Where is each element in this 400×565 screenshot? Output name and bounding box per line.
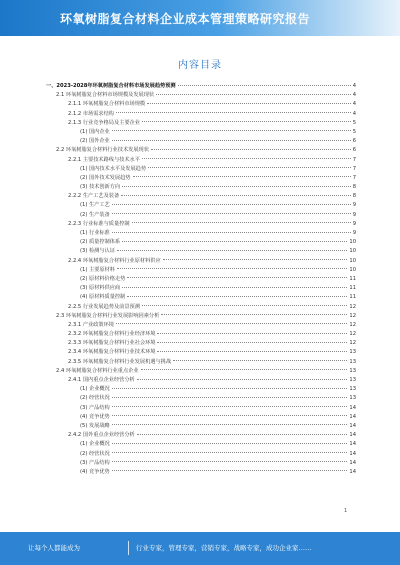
toc-entry-page: 10 xyxy=(349,248,356,255)
toc-entry-title: (2) 生产装备 xyxy=(80,211,110,218)
page-number: 1 xyxy=(344,508,348,514)
toc-entry[interactable] xyxy=(46,330,356,339)
toc-entry-page: 13 xyxy=(349,395,356,402)
toc-entry-page: 9 xyxy=(352,220,356,227)
toc-entry-page: 12 xyxy=(349,303,356,310)
toc-entry-page: 10 xyxy=(349,257,356,264)
toc-leader-dots xyxy=(157,342,347,343)
toc-entry[interactable] xyxy=(46,146,356,155)
toc-entry-page: 5 xyxy=(352,119,356,126)
toc-entry[interactable] xyxy=(46,110,356,119)
toc-entry[interactable] xyxy=(46,137,356,146)
toc-entry-title: 2.3.2 环氧树脂复合材料行业经济环境 xyxy=(68,331,156,338)
toc-leader-dots xyxy=(132,222,351,223)
toc-entry[interactable] xyxy=(46,339,356,348)
toc-leader-dots xyxy=(122,241,347,242)
toc-entry-page: 5 xyxy=(352,128,356,135)
toc-leader-dots xyxy=(127,296,347,297)
toc-leader-dots xyxy=(142,158,351,159)
toc-entry-page: 6 xyxy=(352,147,356,154)
toc-entry-page: 14 xyxy=(349,450,356,457)
toc-entry-title: (2) 经营状况 xyxy=(80,395,110,402)
toc-leader-dots xyxy=(121,195,351,196)
toc-entry[interactable] xyxy=(46,293,356,302)
toc-entry[interactable] xyxy=(46,422,356,431)
toc-leader-dots xyxy=(116,323,347,324)
toc-entry-page: 14 xyxy=(349,413,356,420)
report-title: 环氧树脂复合材料企业成本管理策略研究报告 xyxy=(60,12,311,26)
header-banner xyxy=(0,0,400,36)
toc-heading: 内容目录 xyxy=(178,60,222,71)
toc-leader-dots xyxy=(112,406,348,407)
toc-entry-title: (1) 国内技术水平及发展趋势 xyxy=(80,165,147,172)
toc-entry-page: 7 xyxy=(352,156,356,163)
toc-entry[interactable] xyxy=(46,376,356,385)
toc-leader-dots xyxy=(141,369,348,370)
toc-leader-dots xyxy=(163,259,348,260)
toc-entry-title: 2.2.3 行业标准与质量控制 xyxy=(68,220,130,227)
toc-leader-dots xyxy=(122,287,347,288)
toc-entry[interactable] xyxy=(46,450,356,459)
toc-entry[interactable] xyxy=(46,312,356,321)
toc-entry-title: (1) 行业标准 xyxy=(80,230,110,236)
toc-leader-dots xyxy=(117,268,347,269)
toc-entry-page: 4 xyxy=(352,110,356,117)
toc-entry[interactable] xyxy=(46,220,356,229)
toc-leader-dots xyxy=(157,351,347,352)
toc-leader-dots xyxy=(142,121,351,122)
toc-leader-dots xyxy=(112,461,348,462)
toc-leader-dots xyxy=(142,305,347,306)
toc-leader-dots xyxy=(173,360,347,361)
footer-divider xyxy=(128,541,129,555)
toc-entry-page: 12 xyxy=(349,340,356,347)
toc-entry-title: (4) 原材料质量控制 xyxy=(80,294,126,301)
toc-entry[interactable] xyxy=(46,183,356,192)
toc-entry-page: 9 xyxy=(352,211,356,218)
toc-entry[interactable] xyxy=(46,440,356,449)
toc-entry-page: 6 xyxy=(352,138,356,145)
toc-entry-title: (3) 技术创新方向 xyxy=(80,184,121,191)
toc-entry[interactable] xyxy=(46,367,356,376)
toc-entry[interactable] xyxy=(46,100,356,109)
toc-entry[interactable] xyxy=(46,431,356,440)
toc-entry[interactable] xyxy=(46,174,356,183)
toc-entry-title: (3) 原材料供应商 xyxy=(80,285,121,292)
toc-leader-dots xyxy=(137,379,348,380)
toc-entry-title: (2) 经营状况 xyxy=(80,450,110,457)
toc-entry[interactable] xyxy=(46,128,356,137)
toc-entry-title: (4) 竞争优势 xyxy=(80,413,110,420)
toc-leader-dots xyxy=(112,452,348,453)
toc-entry-title: (3) 检测与认证 xyxy=(80,248,115,255)
toc-entry-page: 10 xyxy=(349,266,356,273)
toc-leader-dots xyxy=(112,470,348,471)
toc-entry[interactable] xyxy=(46,91,356,100)
toc-entry-title: 2.2 环氧树脂复合材料行业技术发展现状 xyxy=(56,147,149,154)
toc-entry[interactable] xyxy=(46,348,356,357)
toc-entry[interactable] xyxy=(46,201,356,210)
toc-entry-page: 4 xyxy=(352,83,356,89)
toc-entry-page: 12 xyxy=(349,312,356,319)
toc-entry-title: (2) 质量控制体系 xyxy=(80,239,121,246)
toc-entry-title: (5) 发展战略 xyxy=(80,422,110,429)
toc-entry-page: 14 xyxy=(349,422,356,429)
toc-entry-page: 8 xyxy=(352,184,356,191)
toc-entry-title: (1) 国内企业 xyxy=(80,128,110,135)
toc-leader-dots xyxy=(137,434,348,435)
toc-entry-page: 4 xyxy=(352,92,356,99)
toc-entry-page: 7 xyxy=(352,165,356,172)
toc-leader-dots xyxy=(127,277,347,278)
toc-entry[interactable] xyxy=(46,266,356,275)
toc-entry[interactable] xyxy=(46,404,356,413)
toc-entry-page: 11 xyxy=(349,294,356,301)
toc-entry[interactable] xyxy=(46,156,356,165)
toc-entry-page: 9 xyxy=(352,202,356,209)
toc-entry[interactable] xyxy=(46,257,356,266)
toc-entry-page: 14 xyxy=(349,404,356,411)
toc-entry[interactable] xyxy=(46,413,356,422)
footer-tagline: 行业专家，管理专家，营销专家，战略专家，成功企业家…… xyxy=(136,544,312,552)
toc-entry-page: 12 xyxy=(349,331,356,338)
toc-entry-title: 2.3.5 环氧树脂复合材料行业发展机遇与挑战 xyxy=(68,358,172,365)
toc-entry-title: (3) 产品结构 xyxy=(80,459,110,466)
toc-entry-page: 10 xyxy=(349,239,356,246)
toc-entry-title: 2.3.3 环氧树脂复合材料行业社会环境 xyxy=(68,340,156,347)
toc-leader-dots xyxy=(112,397,348,398)
toc-entry-page: 14 xyxy=(349,468,356,475)
toc-leader-dots xyxy=(151,149,351,150)
toc-entry-page: 13 xyxy=(349,358,356,365)
toc-entry[interactable] xyxy=(46,284,356,293)
toc-entry-title: (2) 国外企业 xyxy=(80,138,110,145)
toc-leader-dots xyxy=(112,424,348,425)
toc-entry-page: 14 xyxy=(349,459,356,466)
toc-entry[interactable] xyxy=(46,165,356,174)
toc-entry-page: 9 xyxy=(352,230,356,236)
toc-entry-page: 13 xyxy=(349,349,356,356)
toc-leader-dots xyxy=(117,250,347,251)
toc-entry-title: 2.1.1 环氧树脂复合材料市场规模 xyxy=(68,101,146,108)
toc-leader-dots xyxy=(133,176,351,177)
toc-entry-page: 13 xyxy=(349,386,356,393)
footer-banner xyxy=(0,532,400,565)
toc-leader-dots xyxy=(147,103,351,104)
toc-entry-title: 2.2.5 行业发展趋势及前景预测 xyxy=(68,303,140,310)
toc-entry[interactable] xyxy=(46,303,356,312)
toc-entry-title: (1) 企业概况 xyxy=(80,386,110,393)
toc-entry-page: 11 xyxy=(349,275,356,282)
toc-entry-title: 2.2.4 环氧树脂复合材料行业原材料供应 xyxy=(68,257,161,264)
toc-entry[interactable] xyxy=(46,394,356,403)
toc-leader-dots xyxy=(112,443,348,444)
toc-entry[interactable] xyxy=(46,119,356,128)
toc-leader-dots xyxy=(116,112,351,113)
toc-entry-page: 8 xyxy=(352,193,356,200)
toc-entry-title: 2.3.4 环氧树脂复合材料行业技术环境 xyxy=(68,349,156,356)
toc-entry-title: (1) 生产工艺 xyxy=(80,202,110,209)
toc-entry-title: (1) 主要原材料 xyxy=(80,266,115,273)
toc-entry[interactable] xyxy=(46,385,356,394)
toc-entry-title: 一、2023-2028年环氧树脂复合材料市场发展趋势预测 xyxy=(46,83,176,89)
toc-leader-dots xyxy=(112,204,351,205)
toc-entry-title: (2) 国外技术发展趋势 xyxy=(80,174,131,181)
toc-entry[interactable] xyxy=(46,468,356,477)
toc-entry[interactable] xyxy=(46,82,356,91)
toc-leader-dots xyxy=(148,167,351,168)
toc-leader-dots xyxy=(112,130,351,131)
toc-entry-page: 13 xyxy=(349,367,356,374)
toc-entry-title: 2.1 环氧树脂复合材料市场规模及发展现状 xyxy=(56,92,155,99)
table-of-contents xyxy=(46,82,356,477)
toc-leader-dots xyxy=(178,85,351,86)
toc-entry[interactable] xyxy=(46,321,356,330)
toc-leader-dots xyxy=(157,333,347,334)
toc-entry[interactable] xyxy=(46,247,356,256)
toc-entry-title: 2.1.2 市场需求结构 xyxy=(68,110,114,117)
toc-entry-page: 7 xyxy=(352,174,356,181)
toc-entry[interactable] xyxy=(46,238,356,247)
toc-entry-title: 2.2.2 生产工艺及装备 xyxy=(68,193,120,200)
toc-entry-title: 2.3.1 产业政策环境 xyxy=(68,321,114,328)
toc-entry-title: (2) 原材料价格走势 xyxy=(80,275,126,282)
toc-entry-title: 2.3 环氧树脂复合材料行业发展影响因素分析 xyxy=(56,312,160,319)
toc-leader-dots xyxy=(112,232,351,233)
toc-entry-title: 2.4.2 国外重点企业经营分析 xyxy=(68,432,135,439)
toc-entry-title: (3) 产品结构 xyxy=(80,404,110,411)
toc-leader-dots xyxy=(122,186,351,187)
toc-leader-dots xyxy=(112,140,351,141)
toc-entry[interactable] xyxy=(46,459,356,468)
toc-entry-title: 2.4.1 国内重点企业经营分析 xyxy=(68,377,135,383)
toc-entry[interactable] xyxy=(46,192,356,201)
footer-slogan: 让每个人都能成为 xyxy=(28,544,80,552)
toc-leader-dots xyxy=(156,94,351,95)
toc-entry-page: 4 xyxy=(352,101,356,108)
toc-entry-page: 14 xyxy=(349,432,356,439)
toc-entry-page: 12 xyxy=(349,321,356,328)
toc-entry[interactable] xyxy=(46,275,356,284)
toc-leader-dots xyxy=(112,415,348,416)
toc-entry-page: 11 xyxy=(349,285,356,292)
toc-entry[interactable] xyxy=(46,229,356,238)
toc-entry-title: 2.1.3 行业竞争格局及主要企业 xyxy=(68,119,140,126)
toc-entry-title: (1) 企业概况 xyxy=(80,441,110,448)
toc-entry[interactable] xyxy=(46,211,356,220)
toc-entry-title: 2.4 环氧树脂复合材料行业重点企业 xyxy=(56,367,139,374)
toc-entry[interactable] xyxy=(46,358,356,367)
toc-entry-page: 13 xyxy=(349,377,356,383)
toc-leader-dots xyxy=(112,213,351,214)
toc-entry-title: (4) 竞争优势 xyxy=(80,468,110,475)
toc-leader-dots xyxy=(161,314,347,315)
toc-entry-page: 14 xyxy=(349,441,356,448)
toc-leader-dots xyxy=(112,388,348,389)
toc-entry-title: 2.2.1 主要技术路线与技术水平 xyxy=(68,156,140,163)
